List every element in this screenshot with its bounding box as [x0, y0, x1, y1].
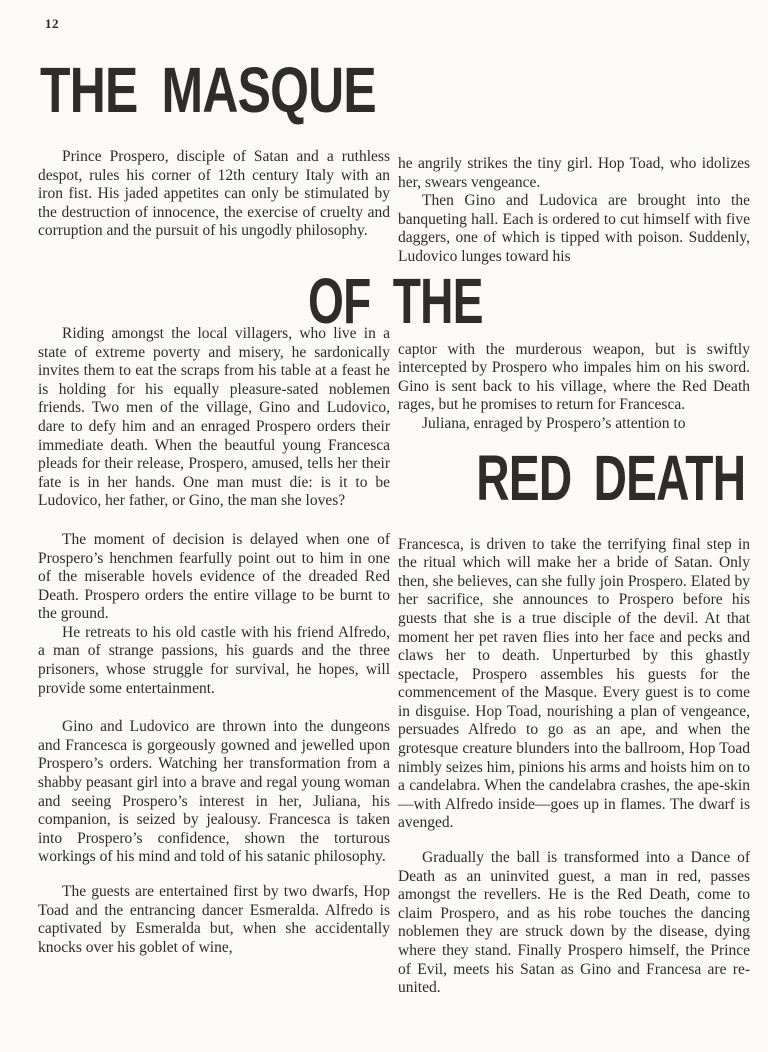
title-part-the-masque	[40, 54, 471, 126]
body-paragraph: Francesca, is driven to take the terrifying final step in the ritual which will make her a bride of Satan. Only then, she believes, can she fully join Prospero. Elated by her sacrifice, she announces to Prospero before his guests that she is a true disciple of the devil. At that moment her pet raven flies into her face and pecks and claws her to death. Unperturbed by this ghastly spectacle, Prospero assembles his guests for the commencement of the Masque. Every guest is to come in disguise. Hop Toad, nourishing a plan of vengeance, persuades Alfredo to go as an ape, and when the grotesque creature blunders into the ballroom, Hop Toad nimbly seizes him, pinions his arms and hoists him on to a candelabra. When the candelabra crashes, the ape-skin—with Alfredo inside—goes up in flames. The dwarf is avenged.	[398, 535, 750, 832]
body-paragraph: Juliana, enraged by Prospero’s attention to	[422, 414, 686, 432]
title-part-red-death	[398, 441, 750, 514]
title-text: THE MASQUE	[40, 54, 376, 126]
title-text: RED DEATH	[476, 441, 746, 514]
title-text: OF THE	[308, 265, 483, 337]
body-paragraph: The moment of decision is delayed when one of Prospero’s henchmen fearfully point out to him in one of the miserable hovels evidence of the dreaded Red Death. Prospero orders the entire village to be burnt to the ground.	[38, 530, 390, 623]
body-paragraph: Then Gino and Ludovica are brought into the banqueting hall. Each is ordered to cut himself with five daggers, one of which is tipped with poison. Suddenly, Ludovico lunges toward his	[398, 192, 750, 265]
body-paragraph: he angrily strikes the tiny girl. Hop Toad, who idolizes her, swears vengeance.	[398, 155, 750, 191]
body-paragraph: captor with the murderous weapon, but is swiftly intercepted by Prospero who impales him on his sword. Gino is sent back to his village, where the Red Death rages, but he promises to return for Francesca.	[398, 340, 750, 414]
body-paragraph: Gradually the ball is transformed into a Dance of Death as an uninvited guest, a man in red, passes amongst the revellers. He is the Red Death, come to claim Prospero, and as his robe touches the dancing noblemen they are struck down by the disease, dying where they stand. Finally Prospero himself, the Prince of Evil, meets his Satan as Gino and Francesa are re-united.	[398, 849, 750, 997]
body-paragraph: Prince Prospero, disciple of Satan and a ruthless despot, rules his corner of 12th century Italy with an iron fist. His jaded appetites can only be stimulated by the destruction of innocence, the exercise of cruelty and corruption and the pursuit of his ungodly philosophy.	[38, 148, 390, 240]
page-number: 12	[45, 16, 59, 31]
body-paragraph: Riding amongst the local villagers, who live in a state of extreme poverty and misery, he sardonically invites them to eat the scraps from his table at a feast he is holding for his equally pleasure-sated noblemen friends. Two men of the village, Gino and Ludovico, dare to defy him and an enraged Prospero orders their immediate death. When the beautful young Francesca pleads for their release, Prospero, amused, tells her their fate is in her hands. One man must die: is it to be Ludovico, her father, or Gino, the man she loves?	[38, 324, 390, 510]
left-column	[38, 148, 390, 957]
right-column	[398, 155, 750, 998]
body-paragraph: The guests are entertained first by two dwarfs, Hop Toad and the entrancing dancer Esmeralda. Alfredo is captivated by Esmeralda but, when she accidentally knocks over his goblet of wine,	[38, 883, 390, 956]
body-paragraph: Gino and Ludovico are thrown into the dungeons and Francesca is gorgeously gowned and jewelled upon Prospero’s orders. Watching her transformation from a shabby peasant girl into a brave and regal young woman and seeing Prospero’s interest in her, Juliana, his companion, is seized by jealousy. Francesca is taken into Prospero’s confidence, shown the torturous workings of his mind and told of his satanic philosophy.	[38, 718, 390, 866]
body-paragraph: He retreats to his old castle with his friend Alfredo, a man of strange passions, his guards and the three prisoners, whose struggle for survival, he hopes, will provide some entertainment.	[38, 623, 390, 697]
